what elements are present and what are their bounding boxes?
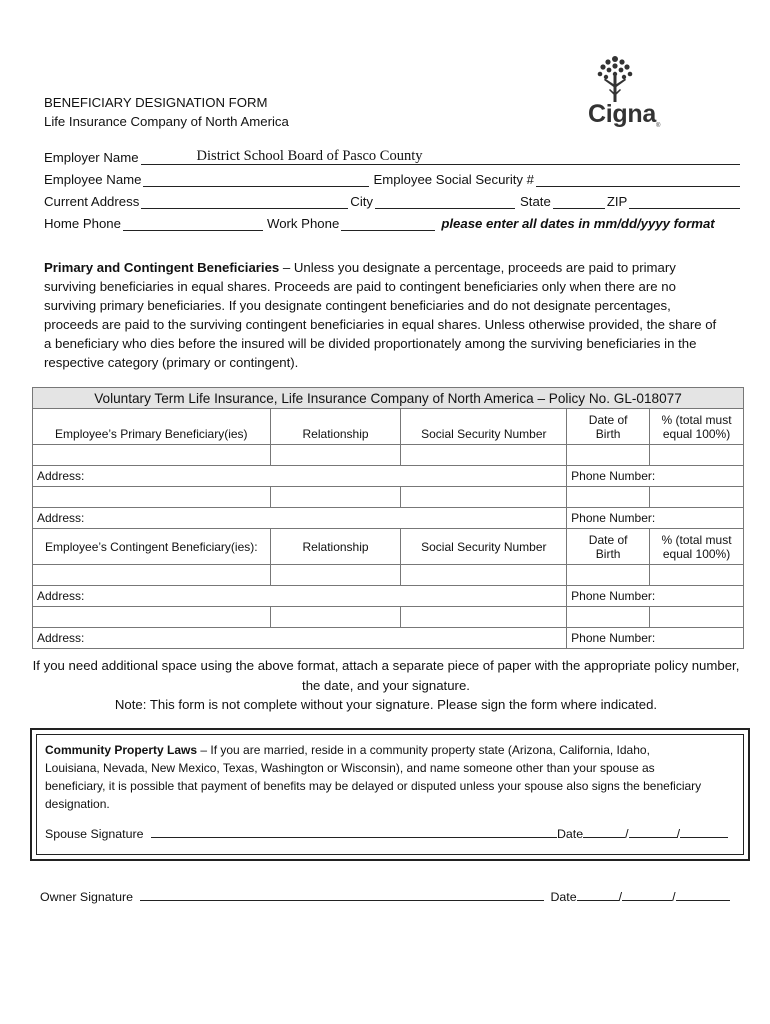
primary-address-row [33,466,744,487]
primary-name-cell[interactable] [33,445,271,466]
beneficiary-table [32,387,744,649]
community-property-inner [36,734,744,855]
state-label: State [520,194,551,209]
cigna-tree-logo-icon [592,54,638,104]
work-phone-label: Work Phone [266,216,340,231]
contingent-ssn-cell[interactable] [401,607,567,628]
contingent-dob-cell[interactable] [567,565,650,586]
contingent-address-row [33,586,744,607]
community-property-body: – If you are married, reside in a community property state (Arizona, California, Idaho, Louisiana, Nevada, New Mexico, Texas, Washington or Wisconsin), and name someone other than your spouse as beneficiary, it is possible that payment of benefits may be delayed or disputed unless your spouse also signs the beneficiary designation. [45,743,702,811]
primary-dob-cell[interactable] [567,487,650,508]
contingent-phone-cell[interactable] [567,628,744,649]
additional-space-note: If you need additional space using the above format, attach a separate piece of paper with the appropriate policy number, the date, and your signature. [32,658,740,693]
primary-relationship-cell[interactable] [270,445,401,466]
contingent-relationship-header: Relationship [270,529,401,565]
contingent-pct-cell[interactable] [650,565,744,586]
primary-ssn-header: Social Security Number [401,409,567,445]
spouse-date-label: Date [556,827,584,841]
owner-signature-row: Owner Signature Date / / [40,888,730,904]
contingent-relationship-cell[interactable] [270,565,401,586]
owner-date-day-field[interactable] [622,888,672,901]
spouse-date-month-field[interactable] [583,825,625,838]
spouse-signature-label: Spouse Signature [45,827,144,841]
contingent-phone-cell[interactable] [567,586,744,607]
primary-relationship-header: Relationship [270,409,401,445]
city-field[interactable] [375,194,515,209]
community-property-text [45,741,705,813]
primary-entry-row [33,445,744,466]
phone-row [44,216,742,231]
primary-dob-cell[interactable] [567,445,650,466]
cigna-logo-text: Cigna® [588,100,661,129]
contingent-name-cell[interactable] [33,565,271,586]
contingent-address-cell[interactable] [33,628,567,649]
spouse-date-year-field[interactable] [680,825,728,838]
date-format-note: please enter all dates in mm/dd/yyyy format [441,216,715,231]
address-label: Address: [37,589,85,603]
primary-address-cell[interactable] [33,508,567,529]
contingent-dob-cell[interactable] [567,607,650,628]
address-field[interactable] [141,194,348,209]
community-property-box [30,728,750,861]
primary-entry-row [33,487,744,508]
contingent-header-row [33,529,744,565]
employee-row [44,172,742,187]
zip-field[interactable] [629,194,740,209]
contingent-relationship-cell[interactable] [270,607,401,628]
primary-ssn-cell[interactable] [401,487,567,508]
address-label: Current Address [44,194,140,209]
contingent-dob-header: Date of Birth [567,529,650,565]
primary-address-row [33,508,744,529]
primary-relationship-cell[interactable] [270,487,401,508]
employee-name-label: Employee Name [44,172,142,187]
contingent-ssn-header: Social Security Number [401,529,567,565]
owner-date-year-field[interactable] [676,888,730,901]
address-label: Address: [37,511,85,525]
policy-title: Voluntary Term Life Insurance, Life Insurance Company of North America – Policy No. GL-018077 [33,388,744,409]
primary-phone-cell[interactable] [567,508,744,529]
company-name: Life Insurance Company of North America [44,114,289,129]
primary-phone-cell[interactable] [567,466,744,487]
contingent-entry-row [33,607,744,628]
phone-label: Phone Number: [571,631,656,645]
owner-signature-label: Owner Signature [40,890,133,904]
owner-signature-field[interactable] [140,888,544,901]
address-row [44,194,742,209]
primary-name-cell[interactable] [33,487,271,508]
owner-date-label: Date [550,890,577,904]
state-field[interactable] [553,194,605,209]
primary-ssn-cell[interactable] [401,445,567,466]
contingent-address-cell[interactable] [33,586,567,607]
primary-address-cell[interactable] [33,466,567,487]
spouse-signature-field[interactable] [151,825,557,838]
employer-label: Employer Name [44,150,139,165]
community-property-heading: Community Property Laws [45,743,198,757]
city-label: City [350,194,374,209]
primary-name-header: Employee’s Primary Beneficiary(ies) [33,409,271,445]
primary-pct-header: % (total must equal 100%) [650,409,744,445]
spouse-signature-row: Spouse Signature Date / / [45,825,728,841]
employer-row [44,150,742,165]
form-title: BENEFICIARY DESIGNATION FORM [44,95,268,110]
contingent-pct-header: % (total must equal 100%) [650,529,744,565]
employer-name-field[interactable] [141,150,740,165]
signature-required-note: Note: This form is not complete without your signature. Please sign the form where indicated. [114,697,658,712]
policy-title-row [33,388,744,409]
employee-name-field[interactable] [143,172,369,187]
ssn-label: Employee Social Security # [373,172,535,187]
employee-ssn-field[interactable] [536,172,740,187]
work-phone-field[interactable] [341,216,435,231]
contingent-address-row [33,628,744,649]
contingent-ssn-cell[interactable] [401,565,567,586]
beneficiaries-text: – Unless you designate a percentage, proceeds are paid to primary surviving beneficiaries in equal shares. Proceeds are paid to contingent beneficiaries only when there are no surviving primary beneficiaries. If you designate contingent beneficiaries and do not designate percentages, proceeds are paid to the surviving contingent beneficiaries in equal shares. Unless otherwise provided, the share of a beneficiary who dies before the insured will be divided proportionately among the surviving beneficiaries in the respective category (primary or contingent). [44,260,717,370]
home-phone-field[interactable] [123,216,263,231]
employer-name-value: District School Board of Pasco County [196,148,423,164]
home-phone-label: Home Phone [44,216,121,231]
primary-header-row [33,409,744,445]
contingent-pct-cell[interactable] [650,607,744,628]
primary-pct-cell[interactable] [650,445,744,466]
address-label: Address: [37,631,85,645]
owner-date-month-field[interactable] [577,888,619,901]
primary-pct-cell[interactable] [650,487,744,508]
contingent-entry-row [33,565,744,586]
phone-label: Phone Number: [571,511,656,525]
address-label: Address: [37,469,85,483]
contingent-name-header: Employee’s Contingent Beneficiary(ies): [33,529,271,565]
phone-label: Phone Number: [571,589,656,603]
beneficiaries-paragraph [44,258,724,372]
primary-dob-header: Date of Birth [567,409,650,445]
beneficiaries-heading: Primary and Contingent Beneficiaries [44,260,280,275]
phone-label: Phone Number: [571,469,656,483]
contingent-name-cell[interactable] [33,607,271,628]
zip-label: ZIP [606,194,628,209]
spouse-date-day-field[interactable] [629,825,677,838]
